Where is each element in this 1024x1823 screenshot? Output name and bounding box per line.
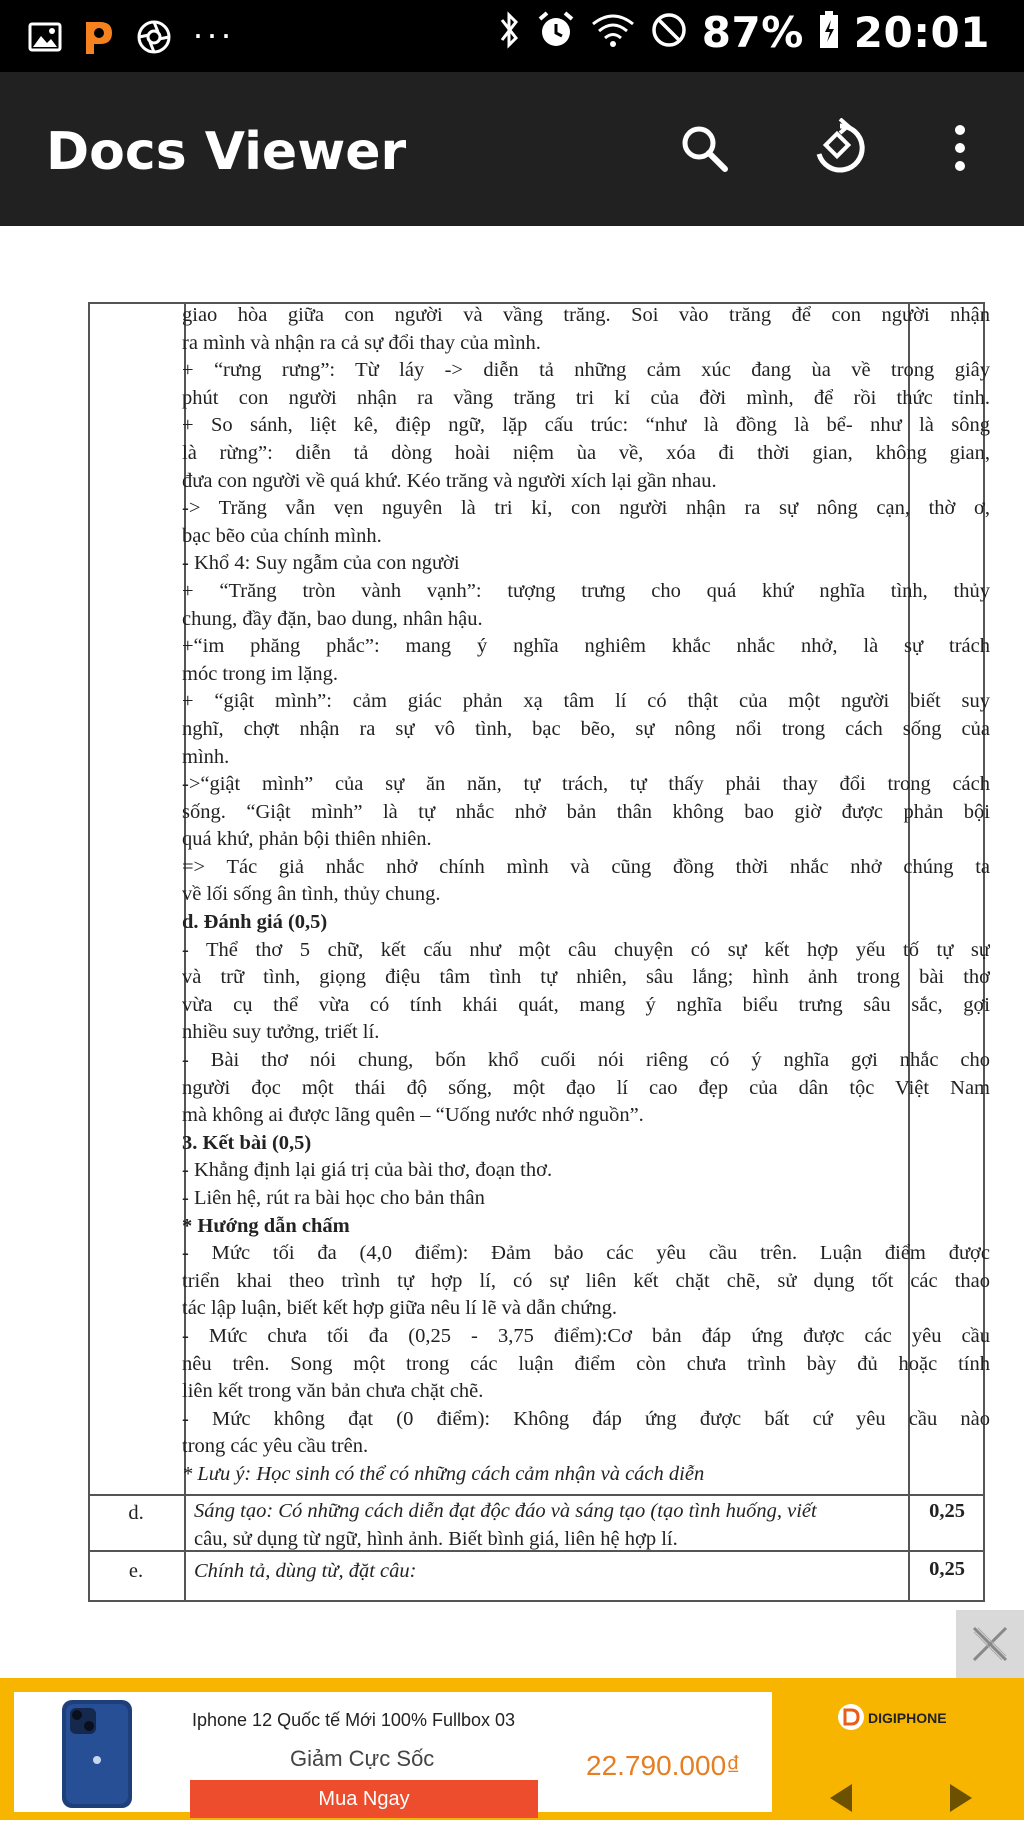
document-line: quá khứ, phản bội thiên nhiên. <box>182 828 432 851</box>
document-line: - Mức tối đa (4,0 điểm): Đảm bảo các yêu cầu trên. Luận điểm được <box>182 1242 990 1265</box>
document-line: +“im phăng phắc”: mang ý nghĩa nghiêm khắc nhắc nhở, là sự trách <box>182 635 990 658</box>
app-title: Docs Viewer <box>46 122 407 182</box>
document-line: - Khổ 4: Suy ngẫm của con người <box>182 552 460 575</box>
do-not-disturb-icon <box>650 11 688 54</box>
alarm-icon <box>536 10 576 55</box>
row-e-score: 0,25 <box>929 1558 965 1580</box>
document-line: và trữ tình, giọng điệu tâm tình tự nhiên, sâu lắng; hình ảnh trong bài thơ <box>182 966 990 989</box>
document-line: nêu trên. Song một trong các luận điểm còn chưa trình bày đủ hoặc tính <box>182 1352 990 1375</box>
ad-brand: DIGIPHONE <box>868 1710 947 1726</box>
row-e-label: e. <box>128 1560 144 1582</box>
p-app-icon <box>82 18 116 61</box>
more-options-button[interactable] <box>920 108 1000 188</box>
document-line: móc trong im lặng. <box>182 662 339 685</box>
ad-product-title: Iphone 12 Quốc tế Mới 100% Fullbox 03 <box>192 1710 515 1730</box>
document-line: => Tác giả nhắc nhở chính mình và cũng đồng thời nhắc nhở chúng ta <box>182 855 990 878</box>
clock: 20:01 <box>853 8 990 57</box>
digiphone-logo-icon <box>836 1702 866 1737</box>
document-page[interactable] <box>0 226 1024 1678</box>
document-line: - Thể thơ 5 chữ, kết cấu như một câu chuyện có sự kết hợp yếu tố tự sự <box>182 938 990 961</box>
document-line: - Mức chưa tối đa (0,25 - 3,75 điểm):Cơ bản đáp ứng được các yêu cầu <box>182 1324 990 1347</box>
row-e-text: Chính tả, dùng từ, đặt câu: <box>194 1560 417 1582</box>
document-line: * Lưu ý: Học sinh có thể có những cách cảm nhận và cách diễn <box>182 1462 705 1485</box>
document-line: vừa cụ thể vừa có tính khái quát, mang ý nghĩa biểu trưng sâu sắc, gợi <box>182 993 990 1016</box>
document-line: liên kết trong văn bản chưa chặt chẽ. <box>182 1380 484 1403</box>
ad-price: 22.790.000₫ <box>586 1750 741 1781</box>
document-line: triển khai theo trình tự hợp lí, có sự liên kết chặt chẽ, sử dụng tốt các thao <box>182 1269 990 1292</box>
row-d-text <box>194 1498 894 1553</box>
search-icon <box>678 122 730 174</box>
ad-prev-button[interactable] <box>822 1778 862 1818</box>
phone-image <box>54 1698 140 1815</box>
row-d-text-line2: câu, sử dụng từ ngữ, hình ảnh. Biết bình giá, liên hệ hợp lí. <box>194 1527 678 1550</box>
document-line: + “giật mình”: cảm giác phản xạ tâm lí có thật của một người biết suy <box>182 690 990 713</box>
bluetooth-icon <box>498 10 522 55</box>
document-line: sống. “Giật mình” là tự nhắc nhở bản thân không bao giờ được phản bội <box>182 800 990 823</box>
document-line: phút con người nhận ra vầng trăng tri kỉ của đời mình, để rồi thức tỉnh. <box>182 386 990 409</box>
ad-subtitle: Giảm Cực Sốc <box>290 1746 435 1771</box>
image-icon <box>28 22 62 57</box>
document-line: tác lập luận, biết kết hợp giữa nêu lí lẽ và dẫn chứng. <box>182 1297 617 1320</box>
document-line: là rừng”: diễn tả dòng hoài niệm ùa về, xóa đi thời gian, không gian, <box>182 441 990 464</box>
more-vert-icon <box>950 122 970 174</box>
battery-percent: 87% <box>701 8 804 57</box>
document-line: - Khẳng định lại giá trị của bài thơ, đoạn thơ. <box>182 1159 553 1182</box>
document-line: người đọc một thái độ sống, một đạo lí cao đẹp của dân tộc Việt Nam <box>182 1076 990 1099</box>
document-line: * Hướng dẫn chấm <box>182 1214 350 1237</box>
wifi-icon <box>590 10 636 55</box>
ad-close-button[interactable] <box>956 1610 1024 1678</box>
document-line: giao hòa giữa con người và vầng trăng. Soi vào trăng để con người nhận <box>182 304 990 326</box>
document-line: + “Trăng tròn vành vạnh”: tượng trưng cho quá khứ nghĩa tình, thủy <box>182 579 990 602</box>
battery-icon <box>818 10 840 55</box>
document-line: chung, đầy đặn, bao dung, nhân hậu. <box>182 607 483 630</box>
document-line: 3. Kết bài (0,5) <box>182 1131 312 1154</box>
document-line: mình. <box>182 745 230 768</box>
ad-banner[interactable] <box>0 1678 1024 1820</box>
document-line: + “rưng rưng”: Từ láy -> diễn tả những cảm xúc đang ùa về trong giây <box>182 359 990 382</box>
search-button[interactable] <box>664 108 744 188</box>
row-d-text-line1: Sáng tạo: Có những cách diễn đạt độc đáo và sáng tạo (tạo tình huống, viết <box>194 1500 817 1522</box>
arrow-right-icon <box>940 1778 980 1818</box>
document-line: nghĩ, chợt nhận ra sự vô tình, bạc bẽo, sự nông nổi trong cách sống của <box>182 717 990 740</box>
arrow-left-icon <box>822 1778 862 1818</box>
ad-card[interactable] <box>14 1692 772 1812</box>
document-line: nhiều suy tưởng, triết lí. <box>182 1021 380 1044</box>
document-line: d. Đánh giá (0,5) <box>182 911 328 934</box>
document-line: - Bài thơ nói chung, bốn khổ cuối nói riêng có ý nghĩa gợi nhắc cho <box>182 1049 990 1072</box>
ad-next-button[interactable] <box>940 1778 980 1818</box>
close-icon <box>970 1624 1010 1664</box>
document-line: + So sánh, liệt kê, điệp ngữ, lặp cấu trúc: “như là đồng là bể- như là sông <box>182 414 990 437</box>
app-bar <box>0 72 1024 226</box>
rotate-button[interactable] <box>800 108 880 188</box>
document-line: - Liên hệ, rút ra bài học cho bản thân <box>182 1187 485 1209</box>
row-d-score: 0,25 <box>929 1500 965 1522</box>
overflow-dots: ··· <box>192 12 234 54</box>
document-line: -> Trăng vẫn vẹn nguyên là tri kỉ, con người nhận ra sự nông cạn, thờ ơ, <box>182 497 990 520</box>
document-line: ra mình và nhận ra cả sự đổi thay của mình. <box>182 331 541 354</box>
aperture-icon <box>136 19 172 60</box>
document-line: về lối sống ân tình, thủy chung. <box>182 883 441 906</box>
status-bar <box>0 0 1024 72</box>
document-line: ->“giật mình” của sự ăn năn, tự trách, tự thấy phải thay đổi trong cách <box>182 773 990 796</box>
document-line: trong các yêu cầu trên. <box>182 1435 369 1458</box>
buy-now-button[interactable]: Mua Ngay <box>190 1780 538 1818</box>
document-line: đưa con người về quá khứ. Kéo trăng và người xích lại gần nhau. <box>182 469 717 492</box>
document-line: bạc bẽo của chính mình. <box>182 524 382 547</box>
rotate-icon <box>810 118 870 178</box>
grading-table <box>88 302 990 1602</box>
answer-content <box>182 302 990 1489</box>
document-line: mà không ai được lãng quên – “Uống nước nhớ nguồn”. <box>182 1104 644 1127</box>
document-line: - Mức không đạt (0 điểm): Không đáp ứng được bất cứ yêu cầu nào <box>182 1407 990 1430</box>
row-d-label: d. <box>128 1502 144 1524</box>
